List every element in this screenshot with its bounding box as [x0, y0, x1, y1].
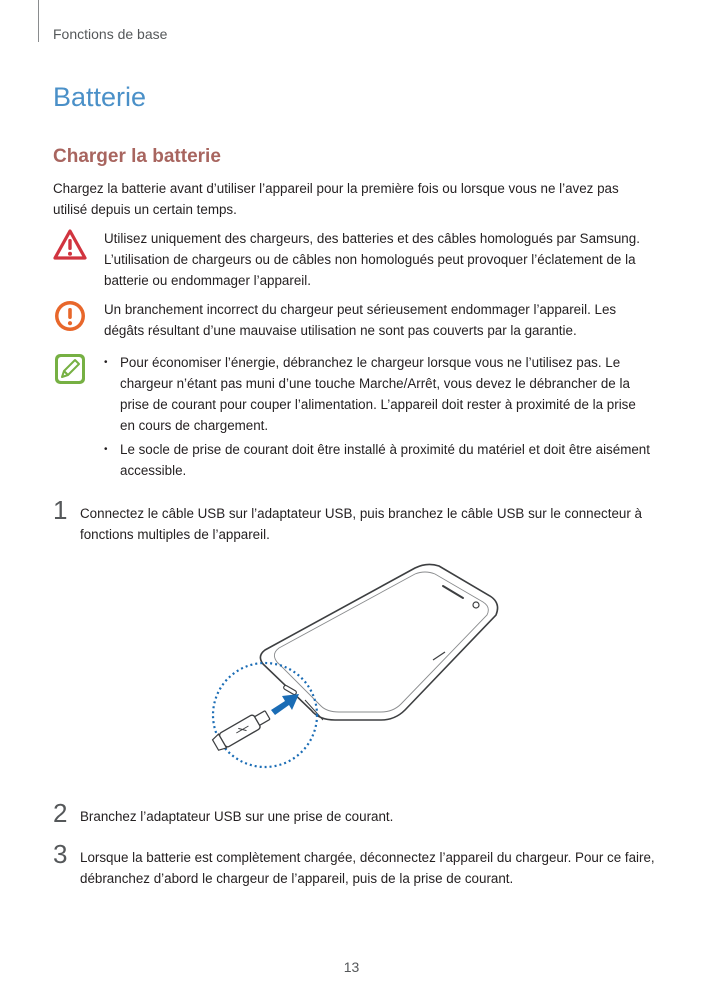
- warning-text: Utilisez uniquement des chargeurs, des batteries et des câbles homologués par Samsung. L’utilisation de chargeurs ou de câbles non homologués peut provoquer l’éclatement de la batterie ou endommager l’appareil.: [104, 231, 640, 288]
- step-text: Lorsque la batterie est complètement chargée, déconnectez l’appareil du chargeur. Pour ce faire, débranchez d’abord le chargeur de l’appareil, puis de la prise de courant.: [80, 850, 655, 886]
- tip-bullet-item: • Pour économiser l’énergie, débranchez le chargeur lorsque vous ne l’utilisez pas. Le chargeur n’étant pas muni d’une touche Marche/Arrêt, vous devez le débrancher de la prise de courant pour couper l’alimentation. L’appareil doit rester à proximité de la prise en cours de chargement.: [104, 352, 654, 436]
- usb-cable-plug: [212, 708, 272, 752]
- running-header: Fonctions de base: [53, 26, 168, 42]
- note-pencil-icon: [53, 352, 87, 386]
- tip-bullet-item: • Le socle de prise de courant doit être installé à proximité du matériel et doit être aisément accessible.: [104, 439, 654, 481]
- intro-paragraph: Chargez la batterie avant d’utiliser l’appareil pour la première fois ou lorsque vous ne l’avez pas utilisé depuis un certain temps.: [53, 181, 619, 217]
- step-text: Branchez l’adaptateur USB sur une prise de courant.: [80, 809, 394, 824]
- step-text: Connectez le câble USB sur l’adaptateur USB, puis branchez le câble USB sur le connecteur à fonctions multiples de l’appareil.: [80, 506, 642, 542]
- page-number: 13: [343, 959, 360, 975]
- step-number: 3: [53, 839, 68, 869]
- tip-bullet-list: [104, 352, 654, 484]
- phone-charging-illustration: [205, 560, 535, 780]
- caution-text: Un branchement incorrect du chargeur peut sérieusement endommager l’appareil. Les dégâts résultant d’une mauvaise utilisation ne sont pas couverts par la garantie.: [104, 302, 617, 338]
- insert-arrow-icon: [271, 694, 299, 715]
- caution-note: [53, 299, 653, 343]
- warning-triangle-icon: [53, 228, 87, 262]
- tip-note: [53, 352, 653, 482]
- warning-note: [53, 228, 653, 292]
- caution-circle-icon: [53, 299, 87, 333]
- step-number: 1: [53, 495, 68, 525]
- page-title: Batterie: [53, 82, 147, 112]
- section-title: Charger la batterie: [53, 146, 221, 167]
- step-1: [53, 495, 653, 547]
- step-2: [53, 798, 653, 830]
- step-number: 2: [53, 798, 68, 828]
- step-3: [53, 839, 655, 891]
- header-rule: [38, 0, 39, 42]
